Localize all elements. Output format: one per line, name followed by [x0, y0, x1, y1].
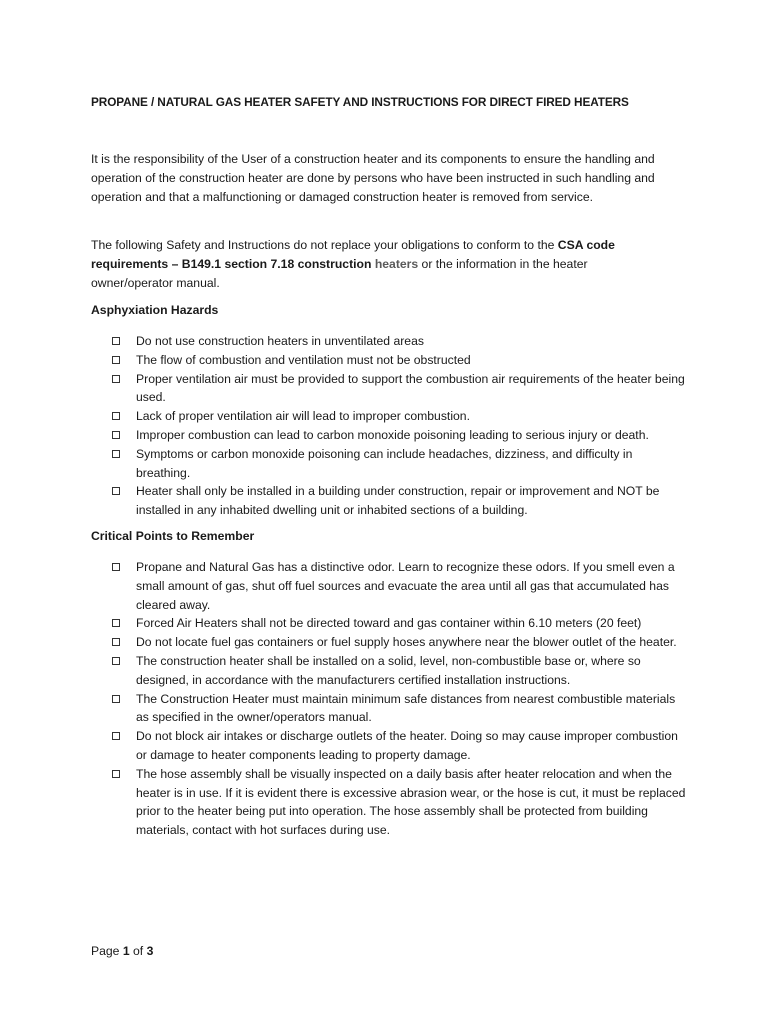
obligations-paragraph [91, 236, 671, 292]
checkbox-icon[interactable] [112, 732, 120, 740]
checkbox-icon[interactable] [112, 450, 120, 458]
checklist-item: Do not locate fuel gas containers or fuel supply hoses anywhere near the blower outlet of the heater. [91, 633, 686, 652]
checklist-item: Improper combustion can lead to carbon monoxide poisoning leading to serious injury or death. [91, 426, 686, 445]
checklist-item: The construction heater shall be installed on a solid, level, non-combustible base or, where so designed, in accordance with the manufacturers certified installation instructions. [91, 652, 686, 690]
critical-points-checklist [91, 558, 686, 840]
document-title: PROPANE / NATURAL GAS HEATER SAFETY AND INSTRUCTIONS FOR DIRECT FIRED HEATERS [91, 95, 629, 109]
checklist-item: Symptoms or carbon monoxide poisoning can include headaches, dizziness, and difficulty in breathing. [91, 445, 686, 483]
checklist-item: The Construction Heater must maintain minimum safe distances from nearest combustible materials as specified in the owner/operators manual. [91, 690, 686, 728]
current-page: 1 [122, 944, 130, 958]
checkbox-icon[interactable] [112, 695, 120, 703]
checklist-item: Forced Air Heaters shall not be directed toward and gas container within 6.10 meters (20 feet) [91, 614, 686, 633]
checkbox-icon[interactable] [112, 412, 120, 420]
checklist-item: Do not use construction heaters in unventilated areas [91, 332, 686, 351]
checklist-item: Do not block air intakes or discharge outlets of the heater. Doing so may cause improper combustion or damage to heater components leading to property damage. [91, 727, 686, 765]
checkbox-icon[interactable] [112, 356, 120, 364]
asphyxiation-checklist [91, 332, 686, 520]
asphyxiation-heading: Asphyxiation Hazards [91, 303, 219, 317]
checkbox-icon[interactable] [112, 770, 120, 778]
checklist-item: Heater shall only be installed in a building under construction, repair or improvement and NOT be installed in any inhabited dwelling unit or inhabited sections of a building. [91, 482, 686, 520]
critical-points-heading: Critical Points to Remember [91, 529, 255, 543]
checkbox-icon[interactable] [112, 619, 120, 627]
checklist-item: The flow of combustion and ventilation must not be obstructed [91, 351, 686, 370]
checklist-item: Propane and Natural Gas has a distinctive odor. Learn to recognize these odors. If you smell even a small amount of gas, shut off fuel sources and evacuate the area until all gas that accumulated has cleared away. [91, 558, 686, 614]
checkbox-icon[interactable] [112, 337, 120, 345]
checkbox-icon[interactable] [112, 431, 120, 439]
checkbox-icon[interactable] [112, 638, 120, 646]
checklist-item: Lack of proper ventilation air will lead to improper combustion. [91, 407, 686, 426]
checklist-item: The hose assembly shall be visually inspected on a daily basis after heater relocation and when the heater is in use. If it is evident there is excessive abrasion wear, or the hose is cut, it must be replaced prior to the heater being put into operation. The hose assembly shall be protected from building materials, contact with hot surfaces during use. [91, 765, 686, 840]
total-pages: 3 [146, 944, 154, 958]
heaters-highlight: heaters [374, 256, 419, 271]
checklist-item: Proper ventilation air must be provided to support the combustion air requirements of the heater being used. [91, 370, 686, 408]
obligations-suffix: or the information in the heater owner/operator manual. [91, 256, 588, 290]
checkbox-icon[interactable] [112, 657, 120, 665]
obligations-prefix: The following Safety and Instructions do not replace your obligations to conform to the [91, 238, 558, 252]
csa-code-reference: CSA code requirements – B149.1 section 7.18 construction [91, 238, 615, 271]
checkbox-icon[interactable] [112, 375, 120, 383]
checkbox-icon[interactable] [112, 487, 120, 495]
page-number: Page 1 of 3 [91, 944, 154, 958]
intro-paragraph: It is the responsibility of the User of a construction heater and its components to ensure the handling and operation of the construction heater are done by persons who have been instructed in such handling and operation and that a malfunctioning or damaged construction heater is removed from service. [91, 152, 655, 204]
checkbox-icon[interactable] [112, 563, 120, 571]
